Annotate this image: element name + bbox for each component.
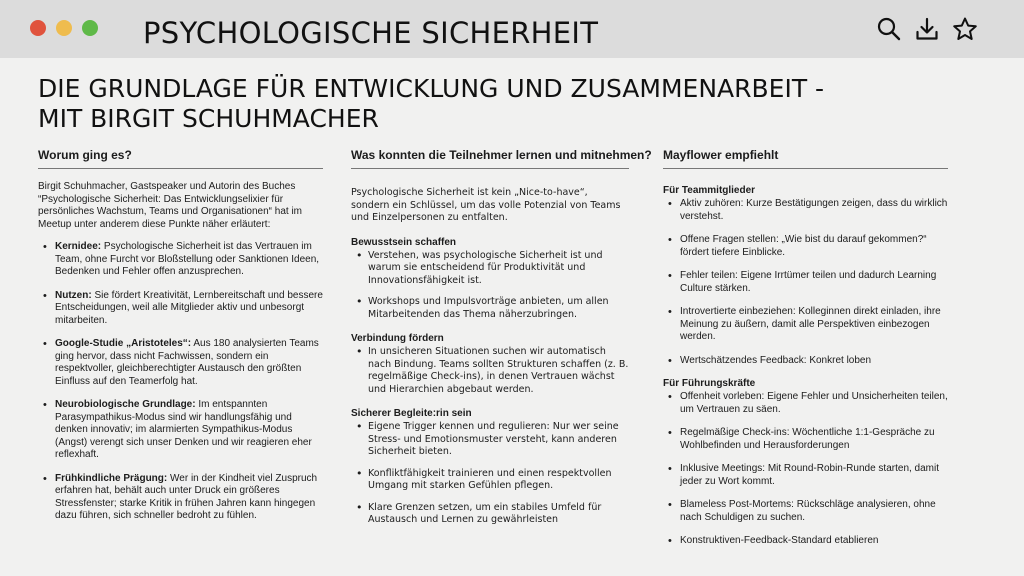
list-item: • Regelmäßige Check-ins: Wöchentliche 1:1-Gespräche zu Wohlbefinden und Herausforderungen bbox=[663, 427, 948, 452]
section-title: Für Führungskräfte bbox=[663, 378, 756, 389]
star-icon[interactable] bbox=[952, 16, 978, 42]
section-title: Für Teammitglieder bbox=[663, 185, 756, 196]
list-item: • Inklusive Meetings: Mit Round-Robin-Runde starten, damit jeder zu Wort kommt. bbox=[663, 463, 948, 488]
intro-text: Psychologische Sicherheit ist kein „Nice-to-have“, sondern ein Schlüssel, um das volle Potenzial von Teams und Einzelpersonen zu entfalten. bbox=[351, 187, 621, 223]
key-points-list bbox=[38, 241, 323, 523]
window-controls bbox=[30, 20, 98, 36]
list-item: • Google-Studie „Aristoteles“: Aus 180 analysierten Teams ging hervor, dass nicht Fachwissen, sondern ein respektvoller, gleichberechtigter Austausch den größten Einfluss auf den Teamerfolg hat. bbox=[38, 338, 323, 388]
column-heading: Mayflower empfiehlt bbox=[663, 148, 948, 169]
section-title: Bewusstsein schaffen bbox=[351, 236, 457, 248]
column-heading: Was konnten die Teilnehmer lernen und mitnehmen? bbox=[351, 148, 629, 169]
minimize-window-button[interactable] bbox=[56, 20, 72, 36]
list-item: • Eigene Trigger kennen und regulieren: Nur wer seine Stress- und Emotionsmuster versteht, kann anderen Sicherheit bieten. bbox=[351, 421, 629, 459]
list-item: • Kernidee: Psychologische Sicherheit ist das Vertrauen im Team, ohne Furcht vor Bloßstellung oder Sanktionen Ideen, Bedenken und Fehler offen anzusprechen. bbox=[38, 241, 323, 279]
download-icon[interactable] bbox=[914, 16, 940, 42]
title-bar bbox=[0, 0, 1024, 58]
maximize-window-button[interactable] bbox=[82, 20, 98, 36]
column-learnings bbox=[351, 148, 652, 536]
list-item: • Workshops und Impulsvorträge anbieten, um allen Mitarbeitenden das Thema näherzubringen. bbox=[351, 296, 629, 321]
list-item: • In unsicheren Situationen suchen wir automatisch nach Bindung. Teams sollten Strukturen schaffen (z. B. regelmäßige Check-ins), in denen Vertrauen wächst und Hierarchien abgebaut werden. bbox=[351, 346, 629, 396]
list-item: • Introvertierte einbeziehen: Kolleginnen direkt einladen, ihre Meinung zu äußern, damit alle Perspektiven einbezogen werden. bbox=[663, 306, 948, 344]
section-list bbox=[663, 198, 948, 367]
search-icon[interactable] bbox=[876, 16, 902, 42]
intro-text: Birgit Schuhmacher, Gastspeaker und Autorin des Buches “Psychologische Sicherheit: Das Entwicklungselixier für persönliches Wachstum, Teams und Organisationen“ hat im Meetup unter anderem diese Punkte näher erläutert: bbox=[38, 181, 303, 230]
list-item: • Wertschätzendes Feedback: Konkret loben bbox=[663, 355, 948, 368]
list-item: • Konstruktiven-Feedback-Standard etablieren bbox=[663, 535, 948, 548]
headline-line-2: MIT BIRGIT SCHUHMACHER bbox=[38, 104, 379, 133]
section-list bbox=[663, 391, 948, 548]
list-item: • Offenheit vorleben: Eigene Fehler und Unsicherheiten teilen, um Vertrauen zu säen. bbox=[663, 391, 948, 416]
section-title: Sicherer Begleite:rin sein bbox=[351, 408, 472, 419]
window-title: PSYCHOLOGISCHE SICHERHEIT bbox=[143, 16, 599, 50]
list-item: • Aktiv zuhören: Kurze Bestätigungen zeigen, dass du wirklich verstehst. bbox=[663, 198, 948, 223]
list-item: • Frühkindliche Prägung: Wer in der Kindheit viel Zuspruch erfahren hat, behält auch unter Druck ein größeres Stressfenster; starke Kritik in frühen Jahren kann hingegen dazu führen, sich schneller bedroht zu fühlen. bbox=[38, 473, 323, 523]
list-item: • Konfliktfähigkeit trainieren und einen respektvollen Umgang mit starken Gefühlen pflegen. bbox=[351, 468, 629, 493]
section-list bbox=[351, 250, 629, 322]
column-recommendations bbox=[663, 148, 948, 559]
section-list bbox=[351, 346, 629, 396]
list-item: • Verstehen, was psychologische Sicherheit ist und warum sie entscheidend für Produktivität und Innovationsfähigkeit ist. bbox=[351, 250, 629, 288]
headline-line-1: DIE GRUNDLAGE FÜR ENTWICKLUNG UND ZUSAMMENARBEIT - bbox=[38, 74, 825, 103]
close-window-button[interactable] bbox=[30, 20, 46, 36]
list-item: • Neurobiologische Grundlage: Im entspannten Parasympathikus-Modus sind wir handlungsfähig und denken innovativ; im alarmierten Sympathikus-Modus (Angst) verengt sich unser Denken und wir reagieren eher reflexhaft. bbox=[38, 399, 323, 462]
page-headline bbox=[38, 74, 938, 134]
toolbar-icons bbox=[876, 16, 978, 42]
section-list bbox=[351, 421, 629, 527]
section-title: Verbindung fördern bbox=[351, 333, 444, 344]
list-item: • Offene Fragen stellen: „Wie bist du darauf gekommen?“ fördert tiefere Einblicke. bbox=[663, 234, 948, 259]
list-item: • Klare Grenzen setzen, um ein stabiles Umfeld für Austausch und Lernen zu gewährleisten bbox=[351, 502, 629, 527]
column-heading: Worum ging es? bbox=[38, 148, 323, 169]
list-item: • Nutzen: Sie fördert Kreativität, Lernbereitschaft und bessere Entscheidungen, weil alle Mitglieder aktiv und unbesorgt mitarbeiten. bbox=[38, 290, 323, 328]
column-about bbox=[38, 148, 323, 534]
list-item: • Blameless Post-Mortems: Rückschläge analysieren, ohne nach Schuldigen zu suchen. bbox=[663, 499, 948, 524]
list-item: • Fehler teilen: Eigene Irrtümer teilen und dadurch Learning Culture stärken. bbox=[663, 270, 948, 295]
